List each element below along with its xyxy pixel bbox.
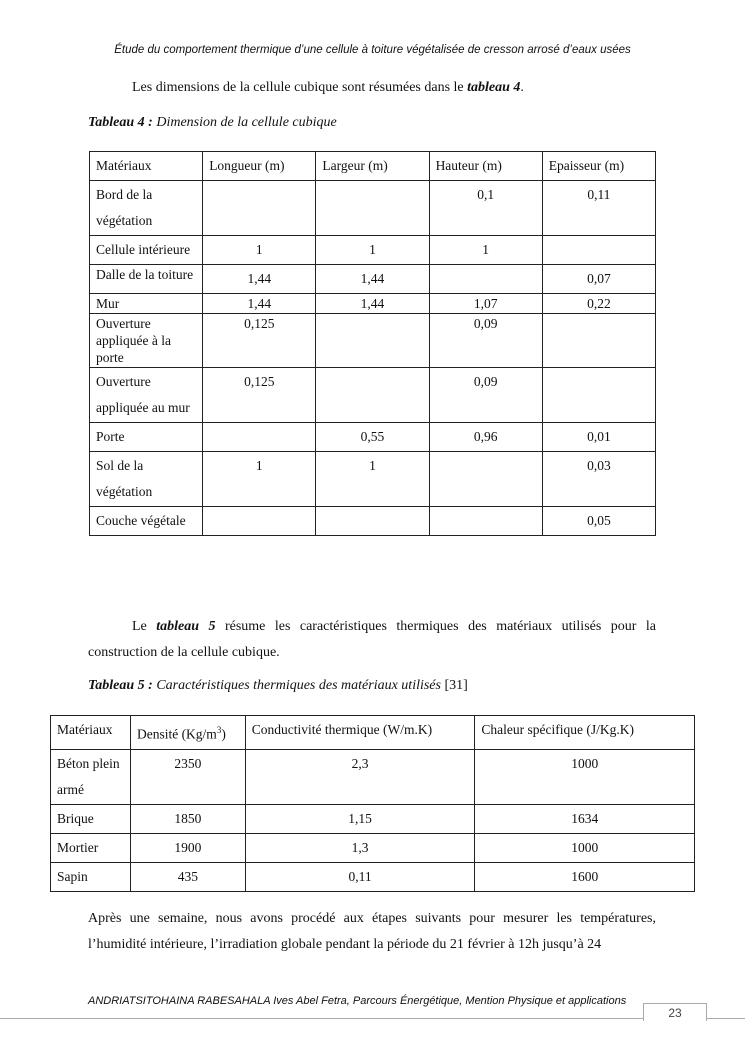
table-cell: Béton plein armé bbox=[51, 749, 131, 804]
para2-text: Le bbox=[132, 619, 157, 634]
density-header-text: Densité (Kg/m bbox=[136, 726, 217, 742]
table-cell bbox=[542, 236, 655, 265]
table-cell bbox=[542, 314, 655, 368]
table-header-cell bbox=[130, 716, 245, 750]
table-cell: 0,03 bbox=[542, 452, 655, 507]
table-row bbox=[90, 294, 656, 314]
table-row bbox=[90, 181, 656, 236]
table-header-cell: Matériaux bbox=[90, 152, 203, 181]
table-cell: 1 bbox=[316, 236, 429, 265]
para2-table-ref: tableau 5 bbox=[156, 619, 216, 634]
table-header-cell: Longueur (m) bbox=[203, 152, 316, 181]
intro-text: Les dimensions de la cellule cubique sont résumées dans le bbox=[132, 80, 468, 95]
table-row bbox=[90, 314, 656, 368]
table-cell: 1634 bbox=[475, 804, 695, 833]
table-cell: Ouverture appliquée au mur bbox=[90, 368, 203, 423]
table-cell: Porte bbox=[90, 423, 203, 452]
table-cell bbox=[542, 368, 655, 423]
table5-intro-paragraph bbox=[88, 614, 656, 666]
table-header-row bbox=[51, 716, 695, 750]
table-cell bbox=[203, 507, 316, 536]
table-header-cell: Epaisseur (m) bbox=[542, 152, 655, 181]
table-header-cell: Chaleur spécifique (J/Kg.K) bbox=[475, 716, 695, 750]
table-cell bbox=[429, 265, 542, 294]
table-cell: 1,44 bbox=[316, 294, 429, 314]
table-cell: 0,125 bbox=[203, 368, 316, 423]
table-cell: 1,15 bbox=[245, 804, 475, 833]
table-cell bbox=[429, 452, 542, 507]
table-cell: 1 bbox=[429, 236, 542, 265]
table-row bbox=[90, 368, 656, 423]
table5-caption-label: Tableau 5 : bbox=[88, 678, 153, 693]
table-cell: 1,07 bbox=[429, 294, 542, 314]
table-cell: 0,09 bbox=[429, 314, 542, 368]
table-cell bbox=[203, 423, 316, 452]
table-cell: 1900 bbox=[130, 833, 245, 862]
measurement-paragraph: Après une semaine, nous avons procédé aux étapes suivants pour mesurer les températures, l’humidité intérieure, l’irradiation globale pendant la période du 21 février à 12h jusqu’à 24 bbox=[88, 911, 656, 952]
table-cell: 1600 bbox=[475, 862, 695, 891]
table-cell: 1,44 bbox=[203, 294, 316, 314]
density-header-close: ) bbox=[221, 726, 226, 742]
table-cell bbox=[316, 507, 429, 536]
table-cell bbox=[429, 507, 542, 536]
table-cell: 1 bbox=[203, 452, 316, 507]
table-cell: Brique bbox=[51, 804, 131, 833]
table-cell bbox=[203, 181, 316, 236]
table-cell: Dalle de la toiture bbox=[90, 265, 203, 294]
table-row bbox=[90, 452, 656, 507]
table4 bbox=[89, 151, 656, 536]
table-cell: 2,3 bbox=[245, 749, 475, 804]
table-cell bbox=[316, 181, 429, 236]
running-header: Étude du comportement thermique d’une cellule à toiture végétalisée de cresson arrosé d’eaux usées bbox=[114, 44, 631, 56]
table4-caption-label: Tableau 4 : bbox=[88, 115, 153, 130]
intro-table-ref: tableau 4 bbox=[467, 80, 521, 95]
table-row bbox=[51, 804, 695, 833]
table-cell: 0,22 bbox=[542, 294, 655, 314]
table-cell: 0,125 bbox=[203, 314, 316, 368]
table-row bbox=[90, 236, 656, 265]
table-cell: 0,1 bbox=[429, 181, 542, 236]
table-cell: Ouverture appliquée à la porte bbox=[90, 314, 203, 368]
page-number: 23 bbox=[643, 1003, 707, 1021]
table-cell: 1 bbox=[203, 236, 316, 265]
table-row bbox=[90, 265, 656, 294]
table-cell: 1000 bbox=[475, 833, 695, 862]
table-cell: 2350 bbox=[130, 749, 245, 804]
intro-paragraph bbox=[132, 75, 524, 101]
table-cell: 0,96 bbox=[429, 423, 542, 452]
table5-citation: [31] bbox=[440, 678, 468, 693]
table-cell bbox=[316, 314, 429, 368]
table-row bbox=[90, 423, 656, 452]
table-cell bbox=[316, 368, 429, 423]
table5 bbox=[50, 715, 695, 892]
table-cell: 1,44 bbox=[316, 265, 429, 294]
table-header-cell: Conductivité thermique (W/m.K) bbox=[245, 716, 475, 750]
table-header-cell: Largeur (m) bbox=[316, 152, 429, 181]
table-cell: 0,01 bbox=[542, 423, 655, 452]
table4-caption bbox=[88, 115, 337, 131]
table-row bbox=[51, 749, 695, 804]
table-cell: 0,07 bbox=[542, 265, 655, 294]
table-row bbox=[51, 833, 695, 862]
table-cell: 0,11 bbox=[542, 181, 655, 236]
table-cell: 0,11 bbox=[245, 862, 475, 891]
table-header-row bbox=[90, 152, 656, 181]
table-header-cell: Hauteur (m) bbox=[429, 152, 542, 181]
table5-caption-text: Caractéristiques thermiques des matériaux utilisés bbox=[152, 678, 441, 693]
table-cell: 1,44 bbox=[203, 265, 316, 294]
footer-rule bbox=[0, 1018, 745, 1019]
table-cell: 1000 bbox=[475, 749, 695, 804]
table-cell: 435 bbox=[130, 862, 245, 891]
table-cell: 0,09 bbox=[429, 368, 542, 423]
table-row bbox=[90, 507, 656, 536]
table-cell: Sapin bbox=[51, 862, 131, 891]
table-cell: 1,3 bbox=[245, 833, 475, 862]
table-header-cell: Matériaux bbox=[51, 716, 131, 750]
density-header-exponent: 3 bbox=[216, 725, 222, 735]
table-cell: Sol de la végétation bbox=[90, 452, 203, 507]
table-row bbox=[51, 862, 695, 891]
table5-caption bbox=[88, 678, 468, 694]
para2-text-end: résume les caractéristiques thermiques des matériaux utilisés pour la construction de la cellule cubique. bbox=[88, 619, 656, 660]
footer-author: ANDRIATSITOHAINA RABESAHALA Ives Abel Fetra, Parcours Énergétique, Mention Physique et applications bbox=[88, 995, 627, 1007]
table-cell: Mur bbox=[90, 294, 203, 314]
table-cell: 0,55 bbox=[316, 423, 429, 452]
table-cell: 1 bbox=[316, 452, 429, 507]
table-cell: Couche végétale bbox=[90, 507, 203, 536]
table-cell: Mortier bbox=[51, 833, 131, 862]
table-cell: Bord de la végétation bbox=[90, 181, 203, 236]
table4-caption-text: Dimension de la cellule cubique bbox=[152, 115, 337, 130]
intro-text-end: . bbox=[520, 80, 524, 95]
table-cell: Cellule intérieure bbox=[90, 236, 203, 265]
table-cell: 0,05 bbox=[542, 507, 655, 536]
table-cell: 1850 bbox=[130, 804, 245, 833]
